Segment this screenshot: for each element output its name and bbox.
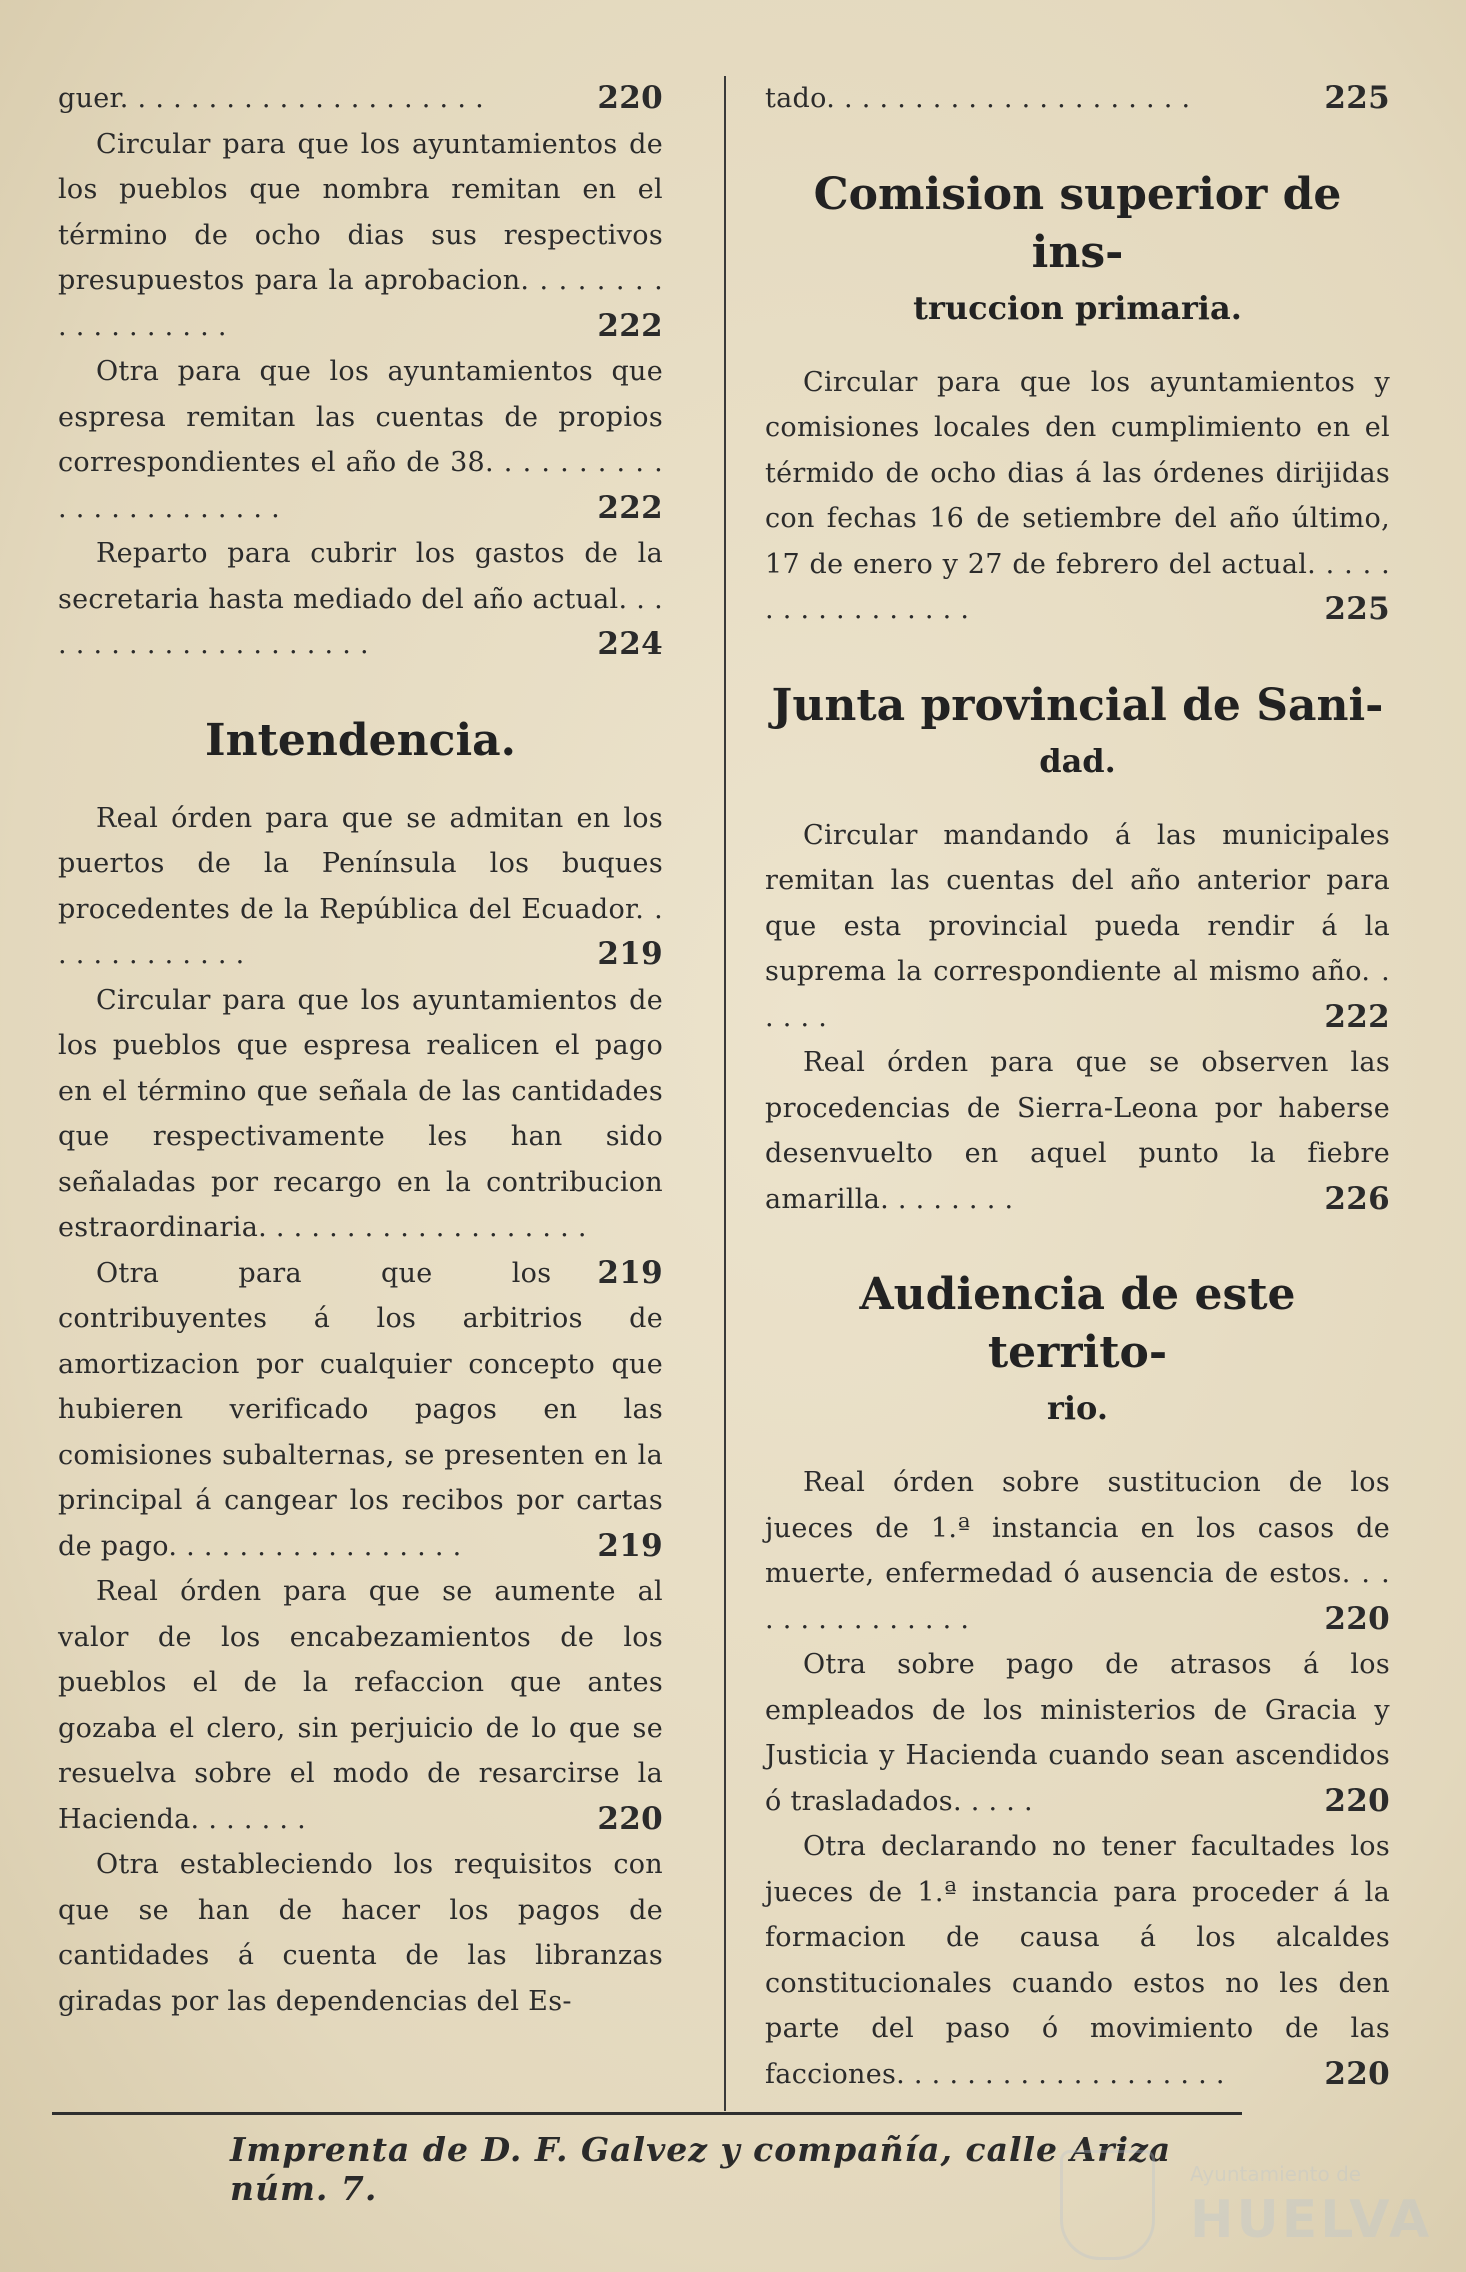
- page-number: 220: [1324, 1782, 1390, 1819]
- index-entry: Circular mandando á las municipales remitan las cuentas del año anterior para que esta provincial pueda rendir á la suprema la correspondiente al mismo año. . . . . . 222: [765, 813, 1390, 1041]
- index-entry: Circular para que los ayuntamientos de los pueblos que espresa realicen el pago en el término que señala de las cantidades que respectivamente les han sido señaladas por recargo en la contribucion estraordinaria. . . . . . . . . . . . . . . . . . . 219: [58, 978, 663, 1251]
- index-entry: Otra sobre pago de atrasos á los empleados de los ministerios de Gracia y Justicia y Hacienda cuando sean ascendidos ó trasladados. . . . . 220: [765, 1642, 1390, 1824]
- page-number: 224: [597, 626, 663, 662]
- page-number: 220: [1324, 2055, 1390, 2092]
- index-entry: Real órden sobre sustitucion de los jueces de 1.ª instancia en los casos de muerte, enfermedad ó ausencia de estos. . . . . . . . . . . . . . . 220: [765, 1460, 1390, 1642]
- section-heading-intendencia: Intendencia.: [205, 714, 516, 766]
- page-number: 219: [597, 1254, 663, 1291]
- index-entry: Otra para que los ayuntamientos que espresa remitan las cuentas de propios correspondientes el año de 38. . . . . . . . . . . . . . . . . . . . . . . 222: [58, 349, 663, 531]
- index-entry: Circular para que los ayuntamientos y comisiones locales den cumplimiento en el térmido de ocho dias á las órdenes dirijidas con fechas 16 de setiembre del año último, 17 de enero y 27 de febrero del actual. . . . . . . . . . . . . . . . . 225: [765, 360, 1390, 633]
- section-heading-sanidad: Junta provincial de Sani- dad.: [771, 679, 1384, 780]
- watermark-line1: Ayuntamiento de: [1190, 2162, 1362, 2186]
- index-entry: Circular para que los ayuntamientos de los pueblos que nombra remitan en el término de ocho dias sus respectivos presupuestos para la aprobacion. . . . . . . . . . . . . . . . . . 222: [58, 122, 663, 350]
- coat-of-arms-icon: [1060, 2150, 1155, 2260]
- index-entry: Real órden para que se aumente al valor de los encabezamientos de los pueblos el de la refaccion que antes gozaba el clero, sin perjuicio de lo que se resuelva sobre el modo de resarcirse la Hacienda. . . . . . . 220: [58, 1569, 663, 1842]
- column-divider: [724, 76, 726, 2111]
- page-number: 225: [1324, 80, 1390, 116]
- printer-imprint: Imprenta de D. F. Galvez y compañía, calle Ariza núm. 7.: [230, 2130, 1172, 2208]
- page-number: 222: [597, 489, 663, 526]
- index-entry: Otra para que los contribuyentes á los arbitrios de amortizacion por cualquier concepto que hubieren verificado pagos en las comisiones subalternas, se presenten en la principal á cangear los recibos por cartas de pago. . . . . . . . . . . . . . . . . 219: [58, 1251, 663, 1570]
- section-heading-audiencia: Audiencia de este territo- rio.: [859, 1269, 1296, 1427]
- index-entry: Real órden para que se admitan en los puertos de la Península los buques procedentes de la República del Ecuador. . . . . . . . . . . . . 219: [58, 796, 663, 978]
- watermark-line2: HUELVA: [1190, 2190, 1433, 2250]
- section-heading-instruccion: Comision superior de ins- truccion primaria.: [813, 168, 1342, 327]
- page-number: 220: [597, 80, 663, 116]
- page-number: 219: [597, 936, 663, 972]
- index-entry: Otra estableciendo los requisitos con que se han de hacer los pagos de cantidades á cuenta de las libranzas giradas por las dependencias del Es-: [58, 1849, 663, 2017]
- index-entry: Reparto para cubrir los gastos de la secretaria hasta mediado del año actual. . . . . . . . . . . . . . . . . . . . . 224: [58, 531, 663, 668]
- index-entry: Otra declarando no tener facultades los jueces de 1.ª instancia para proceder á la formacion de causa á los alcaldes constitucionales cuando estos no les den parte del paso ó movimiento de las facciones. . . . . . . . . . . . . . . . . . . 220: [765, 1824, 1390, 2097]
- page-number: 226: [1324, 1180, 1390, 1217]
- page-number: 219: [597, 1527, 663, 1564]
- index-entry: tado. . . . . . . . . . . . . . . . . . . . . 225: [765, 76, 1390, 122]
- left-column: [58, 76, 663, 2122]
- index-entry: guer. . . . . . . . . . . . . . . . . . . . . 220: [58, 76, 663, 122]
- page-number: 222: [1324, 998, 1390, 1035]
- index-entry: Real órden para que se observen las procedencias de Sierra-Leona por haberse desenvuelto en aquel punto la fiebre amarilla. . . . . . . . 226: [765, 1040, 1390, 1222]
- right-column: [765, 76, 1390, 2122]
- footer-rule: [52, 2112, 1242, 2115]
- archive-watermark: [1060, 2150, 1433, 2260]
- page-number: 220: [597, 1800, 663, 1837]
- page-number: 225: [1324, 591, 1390, 627]
- page-number: 220: [1324, 1600, 1390, 1637]
- page-number: 222: [597, 307, 663, 344]
